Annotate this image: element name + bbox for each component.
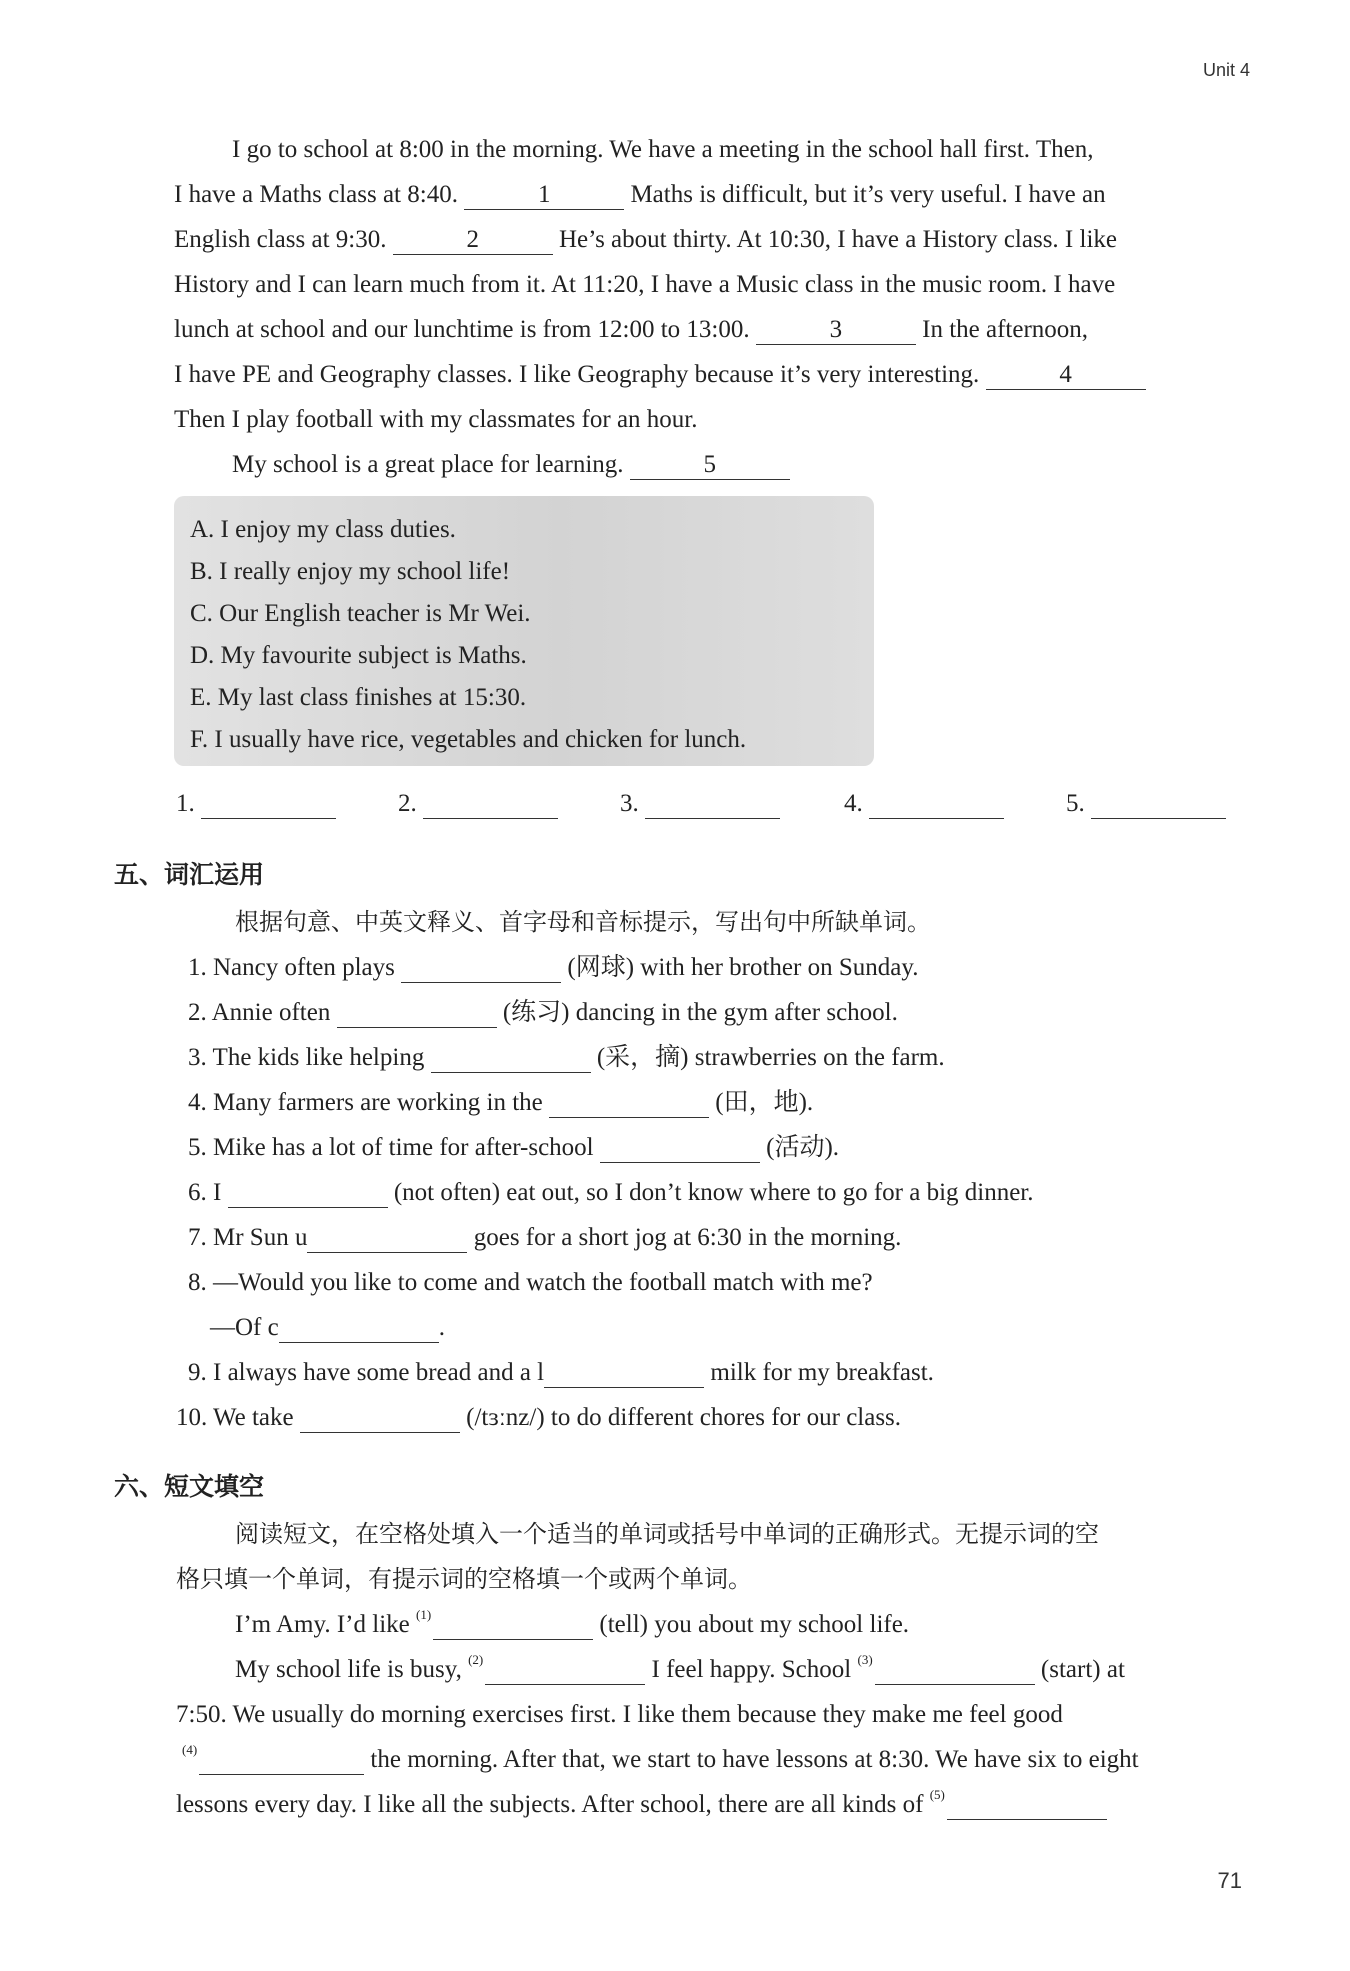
option-e: E. My last class finishes at 15:30. [190, 684, 527, 711]
question-8: 8. —Would you like to come and watch the football match with me? [188, 1269, 873, 1296]
question-4: 4. Many farmers are working in the (田，地). [188, 1089, 814, 1116]
answer-blank[interactable] [431, 1045, 591, 1073]
answer-blank[interactable] [485, 1657, 645, 1685]
answer-blank[interactable] [600, 1135, 760, 1163]
answer-blank: 1 [464, 182, 624, 210]
question-5: 5. Mike has a lot of time for after-school (活动). [188, 1134, 840, 1161]
answer-blank[interactable] [549, 1090, 709, 1118]
answer-blank: 2 [393, 227, 553, 255]
answer-slot[interactable]: 3. [620, 790, 780, 819]
cloze-line: lessons every day. I like all the subjects. After school, there are all kinds of $^{(5)}$ [176, 1792, 1107, 1820]
section-6-instruction: 格只填一个单词，有提示词的空格填一个或两个单词。 [176, 1565, 752, 1593]
question-8-reply: —Of c . [210, 1314, 445, 1341]
answer-blank[interactable] [307, 1225, 467, 1253]
page-number: 71 [1217, 1868, 1242, 1893]
answer-blank[interactable] [279, 1315, 439, 1343]
option-b: B. I really enjoy my school life! [190, 558, 511, 585]
section-6-title: 六、短文填空 [114, 1472, 265, 1501]
answer-blank[interactable] [300, 1405, 460, 1433]
question-9: 9. I always have some bread and a l milk for my breakfast. [188, 1359, 934, 1386]
question-2: 2. Annie often (练习) dancing in the gym after school. [188, 999, 898, 1026]
passage-line: lunch at school and our lunchtime is from 12:00 to 13:00. 3 In the afternoon, [174, 316, 1089, 343]
passage-line: English class at 9:30. 2 He’s about thirty. At 10:30, I have a History class. I like [174, 226, 1117, 253]
answer-blank: 5 [630, 452, 790, 480]
passage-line: I go to school at 8:00 in the morning. We have a meeting in the school hall first. Then, [232, 136, 1094, 163]
section-6-instruction: 阅读短文，在空格处填入一个适当的单词或括号中单词的正确形式。无提示词的空 [235, 1520, 1099, 1548]
passage-line: I have a Maths class at 8:40. 1 Maths is difficult, but it’s very useful. I have an [174, 181, 1106, 208]
answer-blank[interactable] [337, 1000, 497, 1028]
answer-blank[interactable] [433, 1612, 593, 1640]
answer-blank[interactable] [199, 1747, 364, 1775]
passage-line: My school is a great place for learning. 5 [232, 452, 790, 480]
question-1: 1. Nancy often plays (网球) with her brother on Sunday. [188, 954, 919, 981]
option-c: C. Our English teacher is Mr Wei. [190, 600, 531, 627]
cloze-line: My school life is busy, $^{(2)}$ I feel happy. School $^{(3)}$ (start) at [235, 1652, 1125, 1683]
option-a: A. I enjoy my class duties. [190, 516, 456, 543]
question-3: 3. The kids like helping (采，摘) strawberries on the farm. [188, 1044, 945, 1071]
answer-slot[interactable]: 5. [1066, 790, 1226, 819]
cloze-line: $^{(4)}$ the morning. After that, we start to have lessons at 8:30. We have six to eight [182, 1742, 1139, 1773]
answer-blank[interactable] [875, 1657, 1035, 1685]
cloze-line: I’m Amy. I’d like $^{(1)}$ (tell) you about my school life. [235, 1607, 910, 1638]
question-7: 7. Mr Sun u goes for a short jog at 6:30 in the morning. [188, 1224, 902, 1251]
answer-slot[interactable]: 4. [844, 790, 1004, 819]
answer-blank[interactable] [228, 1180, 388, 1208]
option-d: D. My favourite subject is Maths. [190, 642, 527, 669]
answer-blank[interactable] [947, 1792, 1107, 1820]
answer-blank[interactable] [544, 1360, 704, 1388]
option-f: F. I usually have rice, vegetables and chicken for lunch. [190, 726, 747, 753]
section-5-title: 五、词汇运用 [114, 860, 265, 889]
answer-blank: 3 [756, 317, 916, 345]
passage-line: Then I play football with my classmates for an hour. [174, 406, 698, 433]
passage-line: I have PE and Geography classes. I like Geography because it’s very interesting. 4 [174, 362, 1146, 390]
section-5-instruction: 根据句意、中英文释义、首字母和音标提示，写出句中所缺单词。 [235, 908, 931, 936]
answer-blank: 4 [986, 362, 1146, 390]
answer-slot[interactable]: 1. [176, 790, 336, 819]
answer-blank[interactable] [401, 955, 561, 983]
passage-line: History and I can learn much from it. At 11:20, I have a Music class in the music room. I have [174, 271, 1116, 298]
question-6: 6. I (not often) eat out, so I don’t know where to go for a big dinner. [188, 1179, 1034, 1206]
cloze-line: 7:50. We usually do morning exercises first. I like them because they make me feel good [176, 1701, 1063, 1728]
unit-label: Unit 4 [1202, 60, 1250, 80]
question-10: 10. We take (/tɜːnz/) to do different chores for our class. [176, 1404, 902, 1431]
answer-slot[interactable]: 2. [398, 790, 558, 819]
